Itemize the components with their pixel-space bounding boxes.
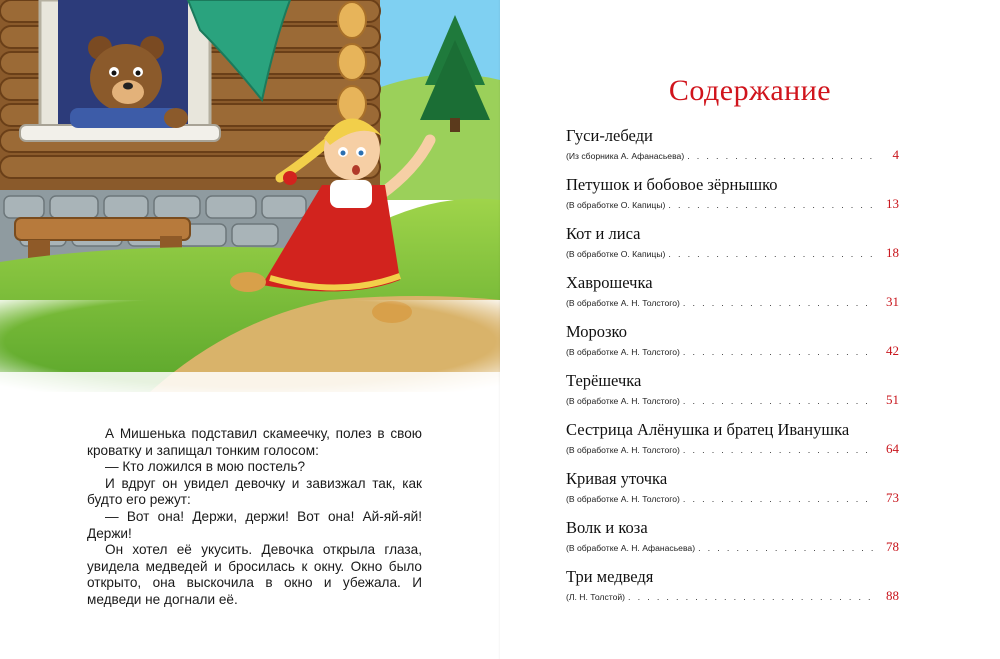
- toc-entry-credit: (В обработке А. Н. Толстого): [566, 298, 680, 308]
- toc-entry[interactable]: [566, 567, 899, 616]
- toc-entry-page: 78: [886, 539, 899, 554]
- toc-dot-leader: [698, 542, 874, 554]
- story-text: [87, 426, 422, 609]
- toc-entry-credit: (В обработке А. Н. Толстого): [566, 396, 680, 406]
- story-paragraph: — Вот она! Держи, держи! Вот она! Ай-яй-яй! Держи!: [87, 508, 422, 541]
- toc-entry-page: 31: [886, 294, 899, 309]
- toc-entry-page: 4: [892, 147, 899, 162]
- toc-entry-credit: (В обработке А. Н. Толстого): [566, 494, 680, 504]
- toc-entry-page: 18: [886, 245, 899, 260]
- toc-entry-title: Сестрица Алёнушка и братец Иванушка: [566, 420, 850, 439]
- toc-entry-page: 64: [886, 441, 899, 456]
- toc-entry-credit: (Из сборника А. Афанасьева): [566, 151, 685, 161]
- toc-entry[interactable]: [566, 469, 899, 518]
- toc-entry-credit: (Л. Н. Толстой): [566, 592, 626, 602]
- toc-entry-page: 13: [886, 196, 899, 211]
- story-paragraph: И вдруг он увидел девочку и завизжал так, как будто его режут:: [87, 475, 422, 508]
- toc-entry[interactable]: [566, 175, 899, 224]
- toc-entry-page: 51: [886, 392, 899, 407]
- toc-entry-title: Кот и лиса: [566, 224, 641, 243]
- toc-title: Содержание: [668, 74, 832, 107]
- toc-dot-leader: [683, 346, 874, 358]
- toc-entry-page: 88: [886, 588, 899, 603]
- toc-entry-credit: (В обработке О. Капицы): [566, 249, 666, 259]
- illustration: [0, 0, 500, 392]
- toc-entry-page: 73: [886, 490, 899, 505]
- toc-dot-leader: [683, 395, 874, 407]
- toc-entry[interactable]: [566, 322, 899, 371]
- story-paragraph: Он хотел её укусить. Девочка открыла глаза, увидела медведей и бросилась к окну. Окно было открыто, она выскочила в окно и убежала. И медведи не догнали её.: [87, 542, 422, 607]
- right-page: [500, 0, 1000, 659]
- toc-entry-credit: (В обработке А. Н. Афанасьева): [566, 543, 696, 553]
- toc-dot-leader: [683, 493, 874, 505]
- toc-dot-leader: [683, 297, 874, 309]
- toc-entry[interactable]: [566, 371, 899, 420]
- toc-entry-title: Волк и коза: [566, 518, 648, 537]
- toc-entry-title: Три медведя: [566, 567, 654, 586]
- toc-entry-title: Хаврошечка: [566, 273, 653, 292]
- toc-entry[interactable]: [566, 273, 899, 322]
- toc-entry-credit: (В обработке О. Капицы): [566, 200, 666, 210]
- toc-dot-leader: [628, 591, 874, 603]
- toc-dot-leader: [668, 199, 874, 211]
- table-of-contents: [566, 126, 899, 616]
- toc-entry-page: 42: [886, 343, 899, 358]
- story-paragraph: — Кто ложился в мою постель?: [105, 459, 306, 475]
- toc-dot-leader: [668, 248, 874, 260]
- toc-entry-title: Морозко: [566, 322, 627, 341]
- toc-entry[interactable]: [566, 420, 899, 469]
- toc-entry-title: Гуси-лебеди: [566, 126, 653, 145]
- toc-entry-title: Кривая уточка: [566, 469, 668, 488]
- toc-entry[interactable]: [566, 224, 899, 273]
- toc-entry[interactable]: [566, 126, 899, 175]
- toc-entry-credit: (В обработке А. Н. Толстого): [566, 347, 680, 357]
- toc-entry[interactable]: [566, 518, 899, 567]
- toc-entry-title: Петушок и бобовое зёрнышко: [566, 175, 778, 194]
- toc-dot-leader: [687, 150, 874, 162]
- toc-entry-credit: (В обработке А. Н. Толстого): [566, 445, 680, 455]
- toc-entry-title: Терёшечка: [566, 371, 642, 390]
- toc-dot-leader: [683, 444, 874, 456]
- story-paragraph: А Мишенька подставил скамеечку, полез в свою кроватку и запищал тонким голосом:: [87, 426, 422, 458]
